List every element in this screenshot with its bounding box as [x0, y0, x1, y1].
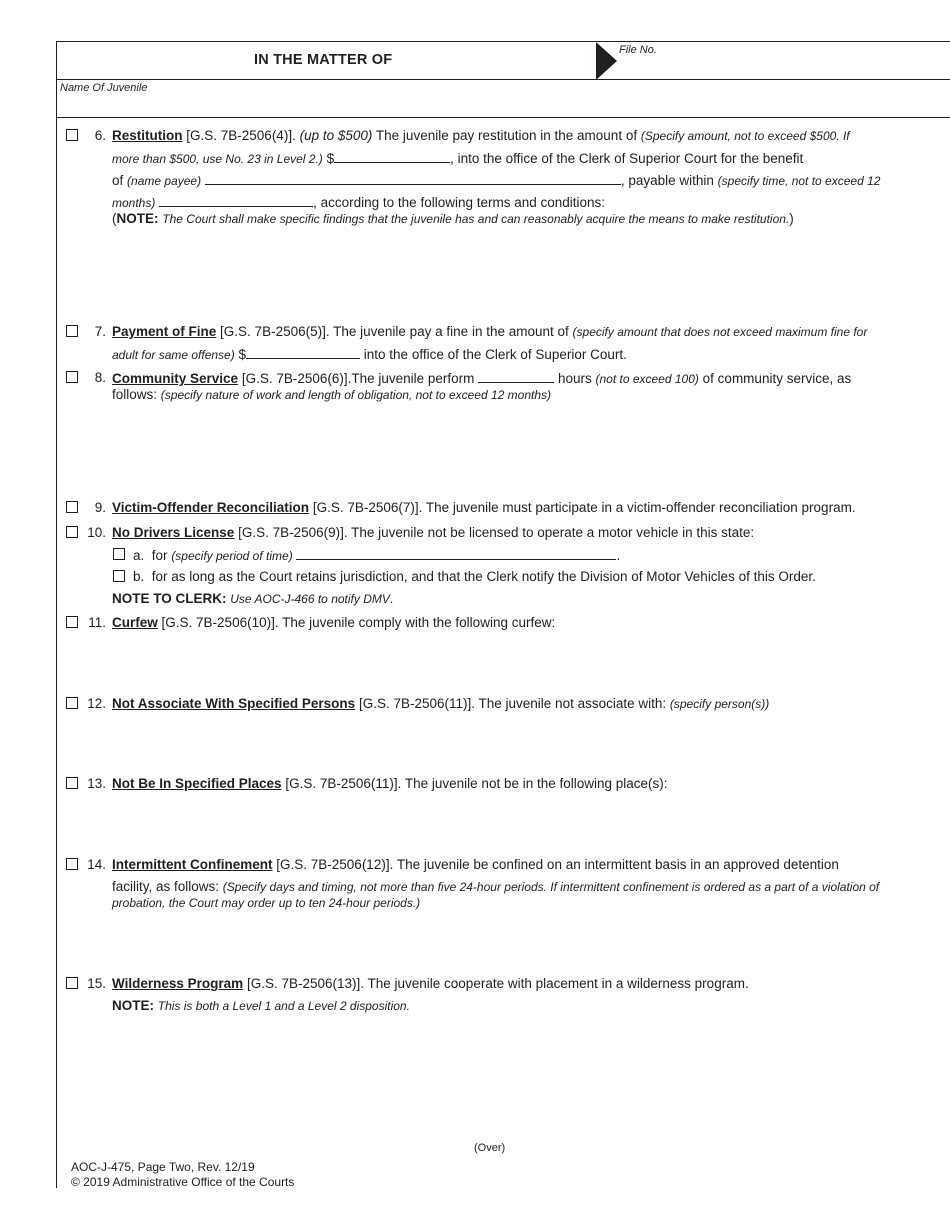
item-10b-checkbox[interactable]: [113, 570, 125, 582]
item-10a-instruction: (specify period of time): [171, 549, 293, 563]
item-15-text: [G.S. 7B-2506(13)]. The juvenile cooperate with placement in a wilderness program.: [246, 976, 749, 991]
item-7-number: 7.: [94, 324, 106, 339]
item-12-number: 12.: [87, 696, 106, 711]
item-10a-period-end: .: [616, 548, 621, 563]
header-rule: [56, 79, 950, 80]
item-9-number: 9.: [94, 500, 106, 515]
item-10a-period-field[interactable]: [296, 547, 616, 560]
item-10b-line: [133, 569, 816, 584]
item-10-text: [G.S. 7B-2506(9)]. The juvenile not be licensed to operate a motor vehicle in this state:: [238, 525, 755, 540]
item-6-line-5: [112, 211, 794, 226]
item-13-number: 13.: [87, 776, 106, 791]
item-6-note-text: The Court shall make specific findings that the juvenile has and can reasonably acquire the means to make restitution.: [162, 212, 790, 226]
item-6-time-field[interactable]: [159, 194, 313, 207]
item-12-text: [G.S. 7B-2506(11)]. The juvenile not associate with:: [358, 696, 667, 711]
item-7-instruction: (specify amount that does not exceed maximum fine for: [572, 325, 868, 339]
item-8-follows: follows:: [112, 387, 158, 402]
item-6-paren-open: (: [112, 211, 117, 226]
item-12-instruction: (specify person(s)): [669, 697, 770, 711]
item-8-instruction: (specify nature of work and length of obligation, not to exceed 12 months): [160, 388, 552, 402]
item-10a-label: a.: [133, 548, 145, 563]
top-rule: [56, 41, 950, 42]
item-6-payable: , payable within: [620, 173, 714, 188]
item-14-line-3: [112, 895, 420, 910]
item-14-line-2: [112, 879, 879, 894]
file-no-label: File No.: [619, 44, 657, 56]
item-6-instruction-cont: more than $500, use No. 23 in Level 2.): [112, 152, 323, 166]
item-6-line-3: [112, 172, 880, 188]
item-6-text: The juvenile pay restitution in the amount of: [375, 128, 638, 143]
item-6-line-1: [112, 128, 850, 143]
item-10-note-end: .: [389, 592, 394, 606]
item-8-text-cont: of community service, as: [702, 371, 852, 386]
item-14-follows: facility, as follows:: [112, 879, 220, 894]
item-10b-label: b.: [133, 569, 145, 584]
item-11-number: 11.: [88, 615, 106, 630]
item-7-amount-field[interactable]: [246, 346, 360, 359]
item-6-payee-field[interactable]: [205, 172, 621, 185]
item-7-dollar: $: [238, 347, 247, 362]
item-6-paren-close: ): [789, 211, 794, 226]
item-10-line: [112, 525, 754, 540]
item-7-clerk-text: into the office of the Clerk of Superior Court.: [363, 347, 627, 362]
item-15-title: Wilderness Program: [112, 976, 244, 991]
item-14-text: [G.S. 7B-2506(12)]. The juvenile be confined on an intermittent basis in an approved detention: [276, 857, 839, 872]
copyright: © 2019 Administrative Office of the Courts: [71, 1175, 295, 1189]
item-9-text: [G.S. 7B-2506(7)]. The juvenile must participate in a victim-offender reconciliation program.: [312, 500, 856, 515]
item-14-instruction-cont: probation, the Court may order up to ten 24-hour periods.): [112, 896, 421, 910]
page-title: IN THE MATTER OF: [254, 52, 393, 68]
item-6-limit: (up to $500): [299, 128, 373, 143]
item-6-line-2: [112, 150, 803, 166]
item-6-line-4: [112, 194, 605, 210]
item-10-note: [112, 591, 393, 606]
item-10b-text: for as long as the Court retains jurisdiction, and that the Clerk notify the Division of Motor Vehicles of this Order.: [151, 569, 816, 584]
item-6-dollar: $: [326, 151, 335, 166]
item-8-title: Community Service: [112, 371, 239, 386]
item-10a-for: for: [151, 548, 168, 563]
item-12-title: Not Associate With Specified Persons: [112, 696, 356, 711]
item-8-number: 8.: [94, 370, 106, 385]
item-6-payee-label: (name payee): [127, 174, 202, 188]
item-7-line-1: [112, 324, 867, 339]
item-11-line: [112, 615, 555, 630]
left-border: [56, 41, 57, 1188]
item-15-note: [112, 998, 410, 1013]
name-of-juvenile-label: Name Of Juvenile: [60, 82, 148, 94]
file-no-arrow-icon: [596, 42, 617, 80]
item-6-amount-field[interactable]: [334, 150, 450, 163]
item-8-line-2: [112, 387, 551, 402]
item-14-number: 14.: [87, 857, 106, 872]
item-13-title: Not Be In Specified Places: [112, 776, 282, 791]
item-15-note-label: NOTE:: [112, 998, 154, 1013]
item-11-title: Curfew: [112, 615, 158, 630]
item-10-number: 10.: [87, 525, 106, 540]
item-10-note-text: Use AOC-J-466 to notify DMV: [230, 592, 390, 606]
item-6-terms: , according to the following terms and conditions:: [313, 195, 606, 210]
item-8-hours: hours: [557, 371, 592, 386]
item-15-number: 15.: [87, 976, 106, 991]
item-7-instruction-cont: adult for same offense): [112, 348, 235, 362]
item-13-line: [112, 776, 668, 791]
item-13-text: [G.S. 7B-2506(11)]. The juvenile not be in the following place(s):: [285, 776, 668, 791]
item-12-line: [112, 696, 769, 711]
form-id: AOC-J-475, Page Two, Rev. 12/19: [71, 1160, 255, 1174]
item-9-title: Victim-Offender Reconciliation: [112, 500, 310, 515]
over-label: (Over): [474, 1142, 506, 1154]
item-10-note-label: NOTE TO CLERK:: [112, 591, 227, 606]
item-14-line-1: [112, 857, 839, 872]
item-6-statute: [G.S. 7B-2506(4)].: [186, 128, 296, 143]
item-6-number: 6.: [94, 128, 106, 143]
item-6-title: Restitution: [112, 128, 183, 143]
item-11-text: [G.S. 7B-2506(10)]. The juvenile comply with the following curfew:: [161, 615, 556, 630]
item-7-line-2: [112, 346, 627, 362]
item-6-instruction: (Specify amount, not to exceed $500. If: [640, 129, 850, 143]
item-14-title: Intermittent Confinement: [112, 857, 273, 872]
item-9-line: [112, 500, 856, 515]
item-8-limit: (not to exceed 100): [595, 372, 699, 386]
item-6-time-instruction: (specify time, not to exceed 12: [717, 174, 881, 188]
item-15-line: [112, 976, 749, 991]
item-10-title: No Drivers License: [112, 525, 235, 540]
item-8-line-1: [112, 370, 851, 386]
name-rule: [56, 117, 950, 118]
item-6-of: of: [112, 173, 124, 188]
item-7-title: Payment of Fine: [112, 324, 217, 339]
item-8-hours-field[interactable]: [478, 370, 554, 383]
item-15-note-text: This is both a Level 1 and a Level 2 disposition.: [157, 999, 410, 1013]
item-10a-checkbox[interactable]: [113, 548, 125, 560]
item-10a-line: [133, 547, 620, 563]
item-8-text: [G.S. 7B-2506(6)].The juvenile perform: [241, 371, 475, 386]
item-14-instruction: (Specify days and timing, not more than five 24-hour periods. If intermittent confinement is ordered as a part of a violation of: [222, 880, 880, 894]
item-6-months: months): [112, 196, 156, 210]
item-7-text: [G.S. 7B-2506(5)]. The juvenile pay a fine in the amount of: [220, 324, 569, 339]
item-6-clerk-text: , into the office of the Clerk of Superior Court for the benefit: [450, 151, 804, 166]
item-6-note-label: NOTE:: [116, 211, 159, 226]
